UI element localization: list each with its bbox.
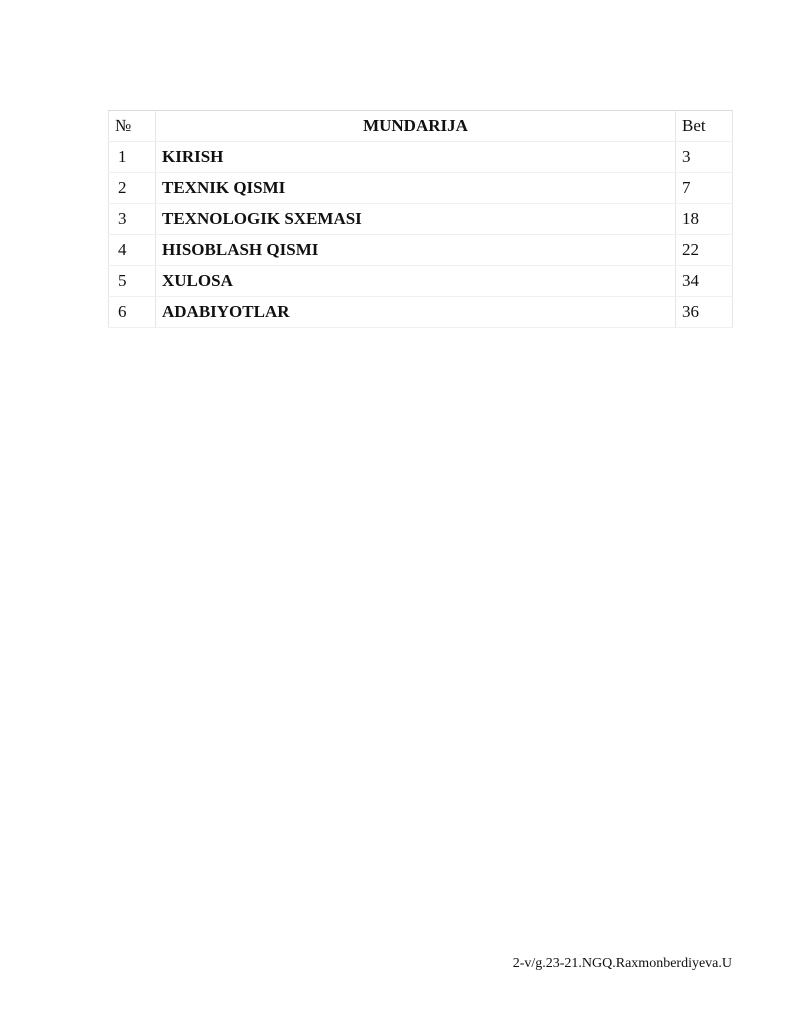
toc-row-page: 36 <box>676 297 733 328</box>
toc-row-title: XULOSA <box>156 266 676 297</box>
toc-row <box>109 266 733 297</box>
toc-row <box>109 142 733 173</box>
toc-row-title: HISOBLASH QISMI <box>156 235 676 266</box>
toc-row-page: 3 <box>676 142 733 173</box>
toc-row-title: ADABIYOTLAR <box>156 297 676 328</box>
toc-row-number: 5 <box>109 266 156 297</box>
toc-row-page: 7 <box>676 173 733 204</box>
toc-row-number: 1 <box>109 142 156 173</box>
toc-row <box>109 204 733 235</box>
footer-document-code: 2-v/g.23-21.NGQ.Raxmonberdiyeva.U <box>512 956 732 971</box>
toc-row-title: TEXNOLOGIK SXEMASI <box>156 204 676 235</box>
toc-row-page: 34 <box>676 266 733 297</box>
toc-row <box>109 297 733 328</box>
toc-row-number: 2 <box>109 173 156 204</box>
toc-header-row <box>109 111 733 142</box>
toc-row-number: 6 <box>109 297 156 328</box>
toc-row-number: 3 <box>109 204 156 235</box>
toc-row <box>109 235 733 266</box>
toc-header-page: Bet <box>676 111 733 142</box>
toc-header-title: MUNDARIJA <box>156 111 676 142</box>
table-of-contents <box>108 110 733 328</box>
toc-row-title: KIRISH <box>156 142 676 173</box>
toc-row-page: 22 <box>676 235 733 266</box>
toc-row <box>109 173 733 204</box>
toc-row-number: 4 <box>109 235 156 266</box>
toc-row-page: 18 <box>676 204 733 235</box>
toc-row-title: TEXNIK QISMI <box>156 173 676 204</box>
toc-header-number: № <box>109 111 156 142</box>
